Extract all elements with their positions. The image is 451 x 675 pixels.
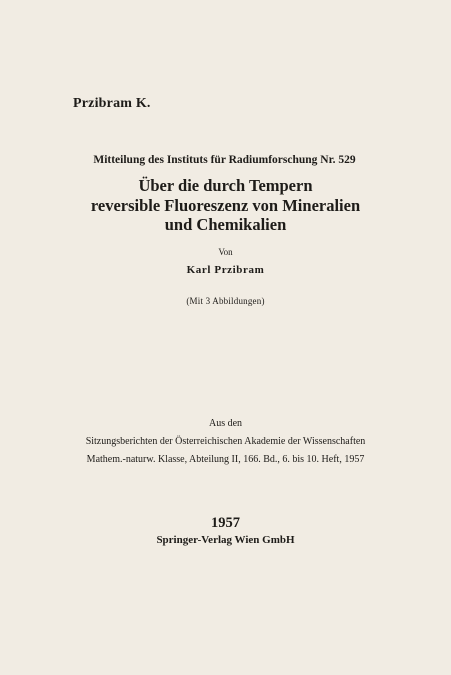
by-label: Von [218,247,233,257]
author-tag: Przibram K. [73,96,151,111]
series-line-text: Mitteilung des Instituts für Radiumforschung Nr. 529 [93,154,356,166]
source-line-1: Aus den [208,418,243,429]
series-line [0,154,451,166]
title-line-2: reversible Fluoreszenz von Mineralien [90,195,361,215]
source-citation [0,415,451,469]
source-line-3: Mathem.-naturw. Klasse, Abteilung II, 166. Bd., 6. bis 10. Heft, 1957 [86,454,365,465]
title-line-3: und Chemikalien [164,215,287,234]
publisher: Springer-Verlag Wien GmbH [156,534,295,546]
publication-year: 1957 [211,515,240,531]
source-line-2: Sitzungsberichten der Österreichischen Akademie der Wissenschaften [85,436,366,447]
figures-note: (Mit 3 Abbildungen) [186,296,265,306]
author-name: Karl Przibram [186,264,265,276]
title-line-1: Über die durch Tempern [138,176,313,195]
document-title [0,176,451,235]
